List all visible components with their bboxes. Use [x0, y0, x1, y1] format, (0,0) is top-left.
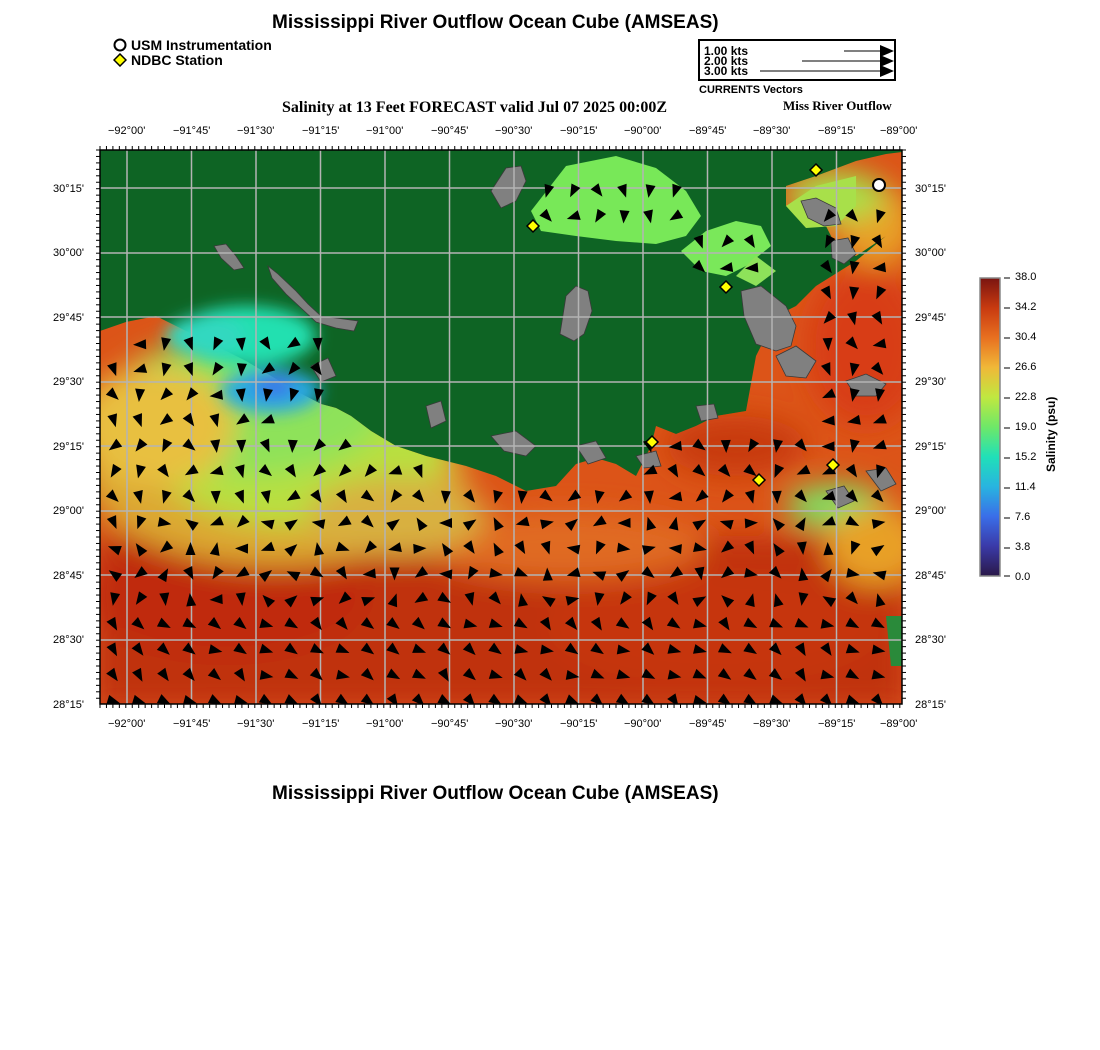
currents-arrows	[700, 41, 896, 81]
lon-label: −90°15'	[560, 718, 598, 730]
lon-label: −91°30'	[237, 125, 275, 137]
legend-usm-label: USM Instrumentation	[131, 37, 272, 53]
currents-row-3: 3.00 kts	[704, 64, 749, 78]
colorbar-label: Salinity (psu)	[1044, 396, 1058, 472]
lon-label: −91°45'	[173, 125, 211, 137]
legend-ndbc-label: NDBC Station	[131, 52, 223, 68]
lon-label: −92°00'	[108, 718, 146, 730]
lon-label: −91°15'	[302, 125, 340, 137]
lon-label: −91°00'	[366, 718, 404, 730]
lat-label: 29°15'	[915, 441, 946, 453]
lat-label: 28°15'	[915, 699, 946, 711]
colorbar-tick: 22.8	[1015, 391, 1037, 403]
lat-label: 29°45'	[53, 312, 84, 324]
lon-label: −90°00'	[624, 125, 662, 137]
second-panel-title: Mississippi River Outflow Ocean Cube (AMSEAS)	[272, 783, 719, 804]
lat-label: 30°15'	[915, 183, 946, 195]
currents-legend-box	[698, 39, 896, 81]
lon-label: −91°30'	[237, 718, 275, 730]
ndbc-marker-icon	[113, 53, 127, 67]
colorbar-tickmarks	[1004, 276, 1014, 580]
lon-label: −91°45'	[173, 718, 211, 730]
lat-label: 29°30'	[53, 376, 84, 388]
lon-label: −92°00'	[108, 125, 146, 137]
colorbar-tick: 0.0	[1015, 571, 1031, 583]
lat-label: 28°30'	[915, 634, 946, 646]
colorbar-tick: 26.6	[1015, 361, 1037, 373]
lat-label: 29°00'	[915, 505, 946, 517]
colorbar-tick: 38.0	[1015, 271, 1037, 283]
colorbar-tick: 7.6	[1015, 511, 1031, 523]
lon-label: −91°00'	[366, 125, 404, 137]
currents-row-2: 2.00 kts	[704, 54, 749, 68]
colorbar-tick: 34.2	[1015, 301, 1037, 313]
currents-caption: CURRENTS Vectors	[699, 84, 803, 96]
lon-label: −90°30'	[495, 718, 533, 730]
lon-label: −89°30'	[753, 718, 791, 730]
colorbar	[978, 276, 1004, 580]
lon-label: −89°45'	[689, 718, 727, 730]
lat-label: 29°45'	[915, 312, 946, 324]
lon-label: −90°45'	[431, 125, 469, 137]
figure-title: Mississippi River Outflow Ocean Cube (AMSEAS)	[272, 12, 719, 33]
colorbar-tick: 15.2	[1015, 451, 1037, 463]
lon-label: −89°45'	[689, 125, 727, 137]
lon-label: −90°30'	[495, 125, 533, 137]
lat-label: 28°45'	[53, 570, 84, 582]
colorbar-tick: 3.8	[1015, 541, 1031, 553]
lat-label: 30°00'	[915, 247, 946, 259]
legend-ndbc	[113, 52, 223, 68]
lat-label: 29°00'	[53, 505, 84, 517]
lat-label: 28°45'	[915, 570, 946, 582]
lon-label: −90°15'	[560, 125, 598, 137]
lon-label: −89°15'	[818, 718, 856, 730]
lat-label: 28°15'	[53, 699, 84, 711]
lon-label: −89°30'	[753, 125, 791, 137]
salinity-map	[96, 146, 906, 708]
lon-label: −89°00'	[880, 718, 918, 730]
region-tag: Miss River Outflow	[783, 98, 892, 113]
lon-label: −90°00'	[624, 718, 662, 730]
legend-usm	[113, 37, 272, 53]
lon-label: −89°00'	[880, 125, 918, 137]
lon-label: −90°45'	[431, 718, 469, 730]
lat-label: 30°15'	[53, 183, 84, 195]
colorbar-tick: 30.4	[1015, 331, 1037, 343]
lon-label: −91°15'	[302, 718, 340, 730]
lat-label: 28°30'	[53, 634, 84, 646]
colorbar-tick: 11.4	[1015, 481, 1036, 493]
lat-label: 29°30'	[915, 376, 946, 388]
usm-station	[873, 179, 885, 191]
usm-marker-icon	[113, 38, 127, 52]
lon-label: −89°15'	[818, 125, 856, 137]
lat-label: 30°00'	[53, 247, 84, 259]
map-subtitle: Salinity at 13 Feet FORECAST valid Jul 07 2025 00:00Z	[282, 99, 668, 116]
colorbar-tick: 19.0	[1015, 421, 1037, 433]
currents-row-1: 1.00 kts	[704, 44, 749, 58]
lat-label: 29°15'	[53, 441, 84, 453]
